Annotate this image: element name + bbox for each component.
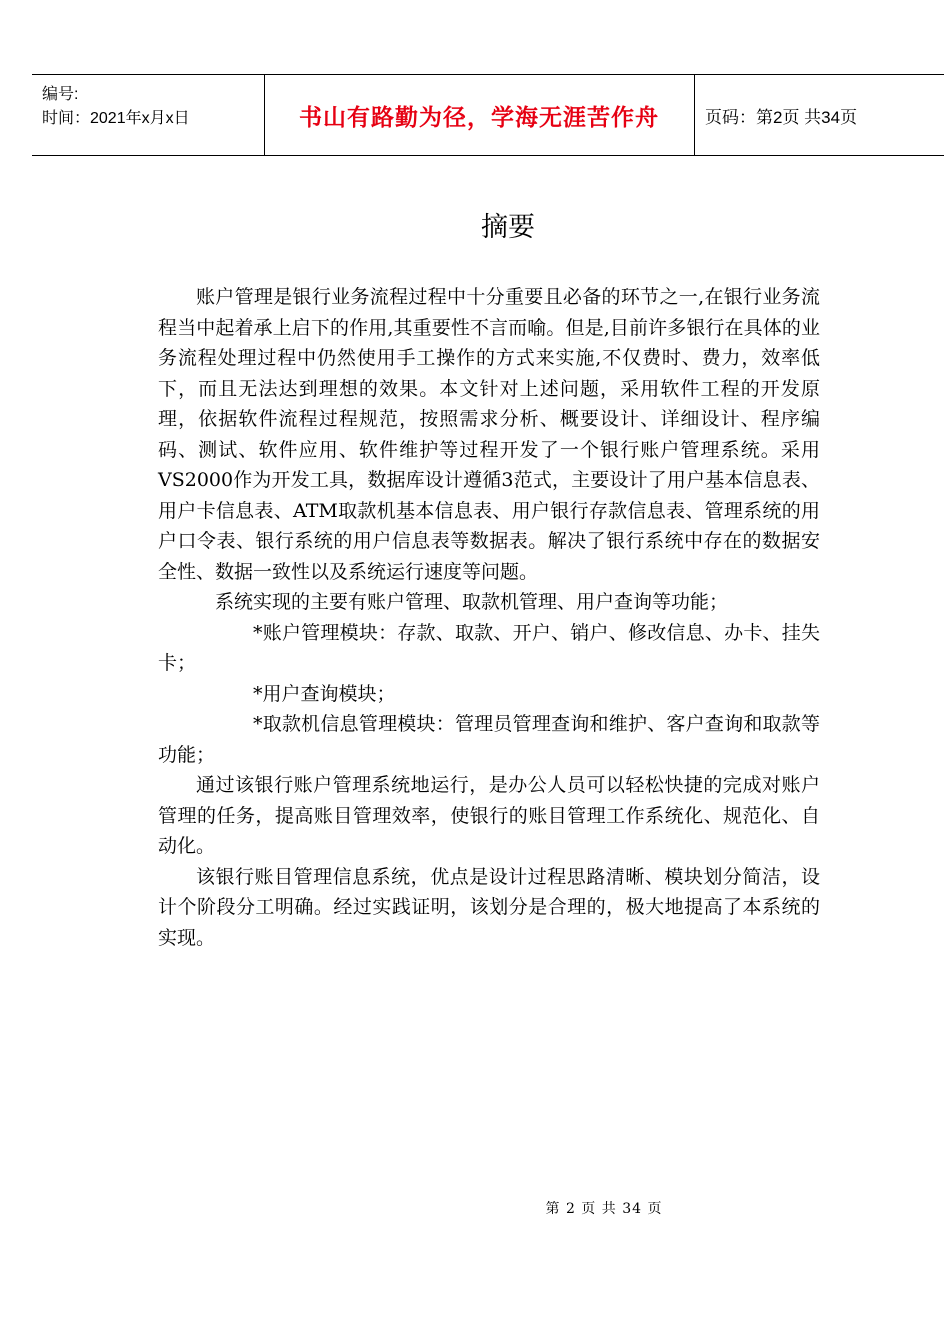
paragraph: 账户管理是银行业务流程过程中十分重要且必备的环节之一,在银行业务流程当中起着承上启下的作用,其重要性不言而喻。但是,目前许多银行在具体的业务流程处理过程中仍然使用手工操作的方式来实施,不仅费时、费力，效率低下，而且无法达到理想的效果。本文针对上述问题，采用软件工程的开发原理，依据软件流程过程规范，按照需求分析、概要设计、详细设计、程序编码、测试、软件应用、软件维护等过程开发了一个银行账户管理系统。采用VS2000作为开发工具，数据库设计遵循3范式，主要设计了用户基本信息表、用户卡信息表、ATM取款机基本信息表、用户银行存款信息表、管理系统的用户口令表、银行系统的用户信息表等数据表。解决了银行系统中存在的数据安全性、数据一致性以及系统运行速度等问题。 xyxy=(158,286,820,583)
header-slogan: 书山有路勤为径，学海无涯苦作舟 xyxy=(299,104,659,131)
header-meta xyxy=(42,83,190,131)
abstract-body xyxy=(158,282,820,953)
code-label: 编号: xyxy=(42,86,79,103)
list-item: *账户管理模块：存款、取款、开户、销户、修改信息、办卡、挂失卡； xyxy=(158,621,820,674)
list-item: *取款机信息管理模块：管理员管理查询和维护、客户查询和取款等功能； xyxy=(158,713,820,766)
header-page-number: 页码：第2页 共34页 xyxy=(705,107,858,127)
list-item: *用户查询模块； xyxy=(253,682,396,705)
time-label: 时间：2021年x月x日 xyxy=(42,110,190,127)
page-footer: 第 2 页 共 34 页 xyxy=(545,1201,663,1217)
paragraph: 该银行账目管理信息系统，优点是设计过程思路清晰、模块划分简洁，设计个阶段分工明确。经过实践证明，该划分是合理的，极大地提高了本系统的实现。 xyxy=(158,865,820,949)
header-divider xyxy=(694,75,695,155)
paragraph: 通过该银行账户管理系统地运行，是办公人员可以轻松快捷的完成对账户管理的任务，提高账目管理效率，使银行的账目管理工作系统化、规范化、自动化。 xyxy=(158,774,820,857)
page-title: 摘要 xyxy=(481,212,535,243)
paragraph: 系统实现的主要有账户管理、取款机管理、用户查询等功能； xyxy=(215,591,729,613)
page-header xyxy=(32,74,944,156)
